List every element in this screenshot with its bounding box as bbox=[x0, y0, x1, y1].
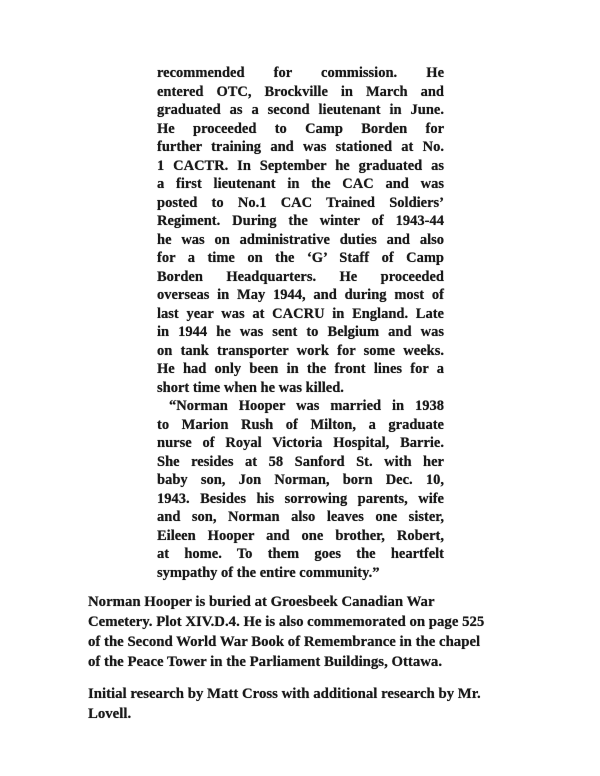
text-line: Eileen Hooper and one brother, Robert, bbox=[157, 527, 444, 544]
burial-note-paragraph bbox=[88, 592, 558, 672]
text-line: at home. To them goes the heartfelt bbox=[157, 546, 444, 562]
text-line: Lovell. bbox=[88, 706, 132, 722]
obituary-quote-block bbox=[157, 64, 444, 582]
text-line: Regiment. During the winter of 1943-44 bbox=[157, 213, 444, 229]
text-line: to Marion Rush of Milton, a graduate bbox=[157, 416, 444, 433]
text-line: Norman Hooper is buried at Groesbeek Canadian War bbox=[88, 594, 435, 610]
text-line: short time when he was killed. bbox=[157, 379, 344, 396]
text-line: a first lieutenant in the CAC and was bbox=[157, 176, 444, 192]
text-line: entered OTC, Brockville in March and bbox=[157, 83, 444, 100]
text-line: He proceeded to Camp Borden for bbox=[157, 120, 444, 137]
text-line: last year was at CACRU in England. Late bbox=[157, 305, 444, 322]
text-line: baby son, Jon Norman, born Dec. 10, bbox=[157, 472, 444, 488]
text-line: for a time on the ‘G’ Staff of Camp bbox=[157, 250, 444, 266]
text-line: graduated as a second lieutenant in June. bbox=[157, 102, 444, 118]
text-line: posted to No.1 CAC Trained Soldiers’ bbox=[157, 194, 444, 211]
text-line: further training and was stationed at No. bbox=[157, 139, 444, 155]
text-line: sympathy of the entire community.” bbox=[157, 564, 380, 581]
text-line: in 1944 he was sent to Belgium and was bbox=[157, 324, 444, 340]
text-line: 1 CACTR. In September he graduated as bbox=[157, 157, 444, 174]
text-line: 1943. Besides his sorrowing parents, wife bbox=[157, 490, 444, 507]
text-line: and son, Norman also leaves one sister, bbox=[157, 509, 444, 525]
text-line: Borden Headquarters. He proceeded bbox=[157, 268, 444, 285]
research-credit-paragraph bbox=[88, 684, 558, 724]
text-line: Cemetery. Plot XIV.D.4. He is also commemorated on page 525 bbox=[88, 614, 485, 630]
text-line: of the Peace Tower in the Parliament Buildings, Ottawa. bbox=[88, 654, 443, 670]
text-line: He had only been in the front lines for a bbox=[157, 361, 444, 377]
text-line: overseas in May 1944, and during most of bbox=[157, 287, 444, 303]
text-line: of the Second World War Book of Remembrance in the chapel bbox=[88, 634, 481, 650]
text-line: nurse of Royal Victoria Hospital, Barrie. bbox=[157, 435, 444, 451]
text-line: on tank transporter work for some weeks. bbox=[157, 342, 444, 359]
text-line: She resides at 58 Sanford St. with her bbox=[157, 453, 444, 470]
text-line: Initial research by Matt Cross with additional research by Mr. bbox=[88, 686, 481, 702]
text-line: “Norman Hooper was married in 1938 bbox=[169, 398, 444, 414]
text-line: recommended for commission. He bbox=[157, 65, 444, 81]
text-line: he was on administrative duties and also bbox=[157, 231, 444, 248]
